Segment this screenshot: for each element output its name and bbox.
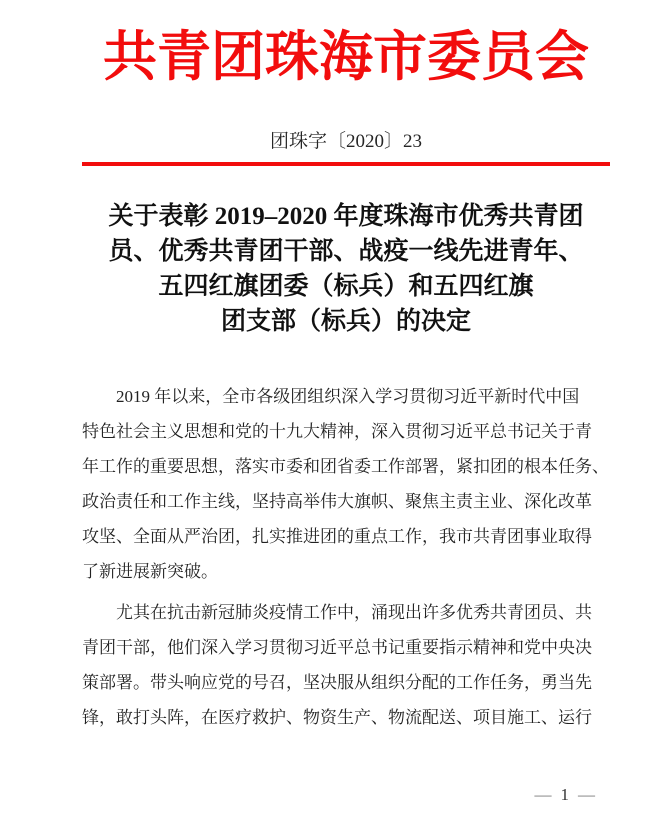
title-line: 团支部（标兵）的决定 (220, 307, 471, 335)
body-line: 了新进展新突破。 (82, 561, 218, 581)
body-line: 青团干部，他们深入学习贯彻习近平总书记重要指示精神和党中央决 (82, 637, 592, 657)
body-line: 尤其在抗击新冠肺炎疫情工作中，涌现出许多优秀共青团员、共 (116, 602, 592, 622)
body-line: 锋，敢打头阵，在医疗救护、物资生产、物流配送、项目施工、运行 (82, 707, 592, 727)
title-line: 关于表彰 2019–2020 年度珠海市优秀共青团 (108, 202, 584, 230)
body-line: 策部署。带头响应党的号召，坚决服从组织分配的工作任务，勇当先 (82, 672, 592, 692)
page-number (535, 785, 596, 805)
red-header-org-name: 共青团珠海市委员会 (103, 27, 589, 87)
document-body (82, 379, 610, 735)
page-number-value: 1 (560, 785, 569, 804)
page-number-left-dash: — (534, 785, 552, 804)
red-separator-line (82, 162, 610, 166)
document-content (82, 0, 610, 735)
document-number: 团珠字〔2020〕23 (269, 130, 422, 152)
body-line: 特色社会主义思想和党的十九大精神，深入贯彻习近平总书记关于青 (82, 421, 592, 441)
paragraph-1 (82, 379, 610, 589)
title-line: 员、优秀共青团干部、战疫一线先进青年、 (108, 237, 584, 265)
paragraph-2 (82, 595, 610, 735)
document-title (82, 199, 610, 339)
page-number-right-dash: — (578, 785, 595, 804)
title-line: 五四红旗团委（标兵）和五四红旗 (158, 272, 534, 300)
body-line: 年工作的重要思想，落实市委和团省委工作部署，紧扣团的根本任务、 (82, 456, 609, 476)
body-line: 攻坚、全面从严治团，扎实推进团的重点工作，我市共青团事业取得 (82, 526, 592, 546)
body-line: 2019 年以来，全市各级团组织深入学习贯彻习近平新时代中国 (116, 386, 580, 406)
body-line: 政治责任和工作主线，坚持高举伟大旗帜、聚焦主责主业、深化改革 (82, 491, 592, 511)
